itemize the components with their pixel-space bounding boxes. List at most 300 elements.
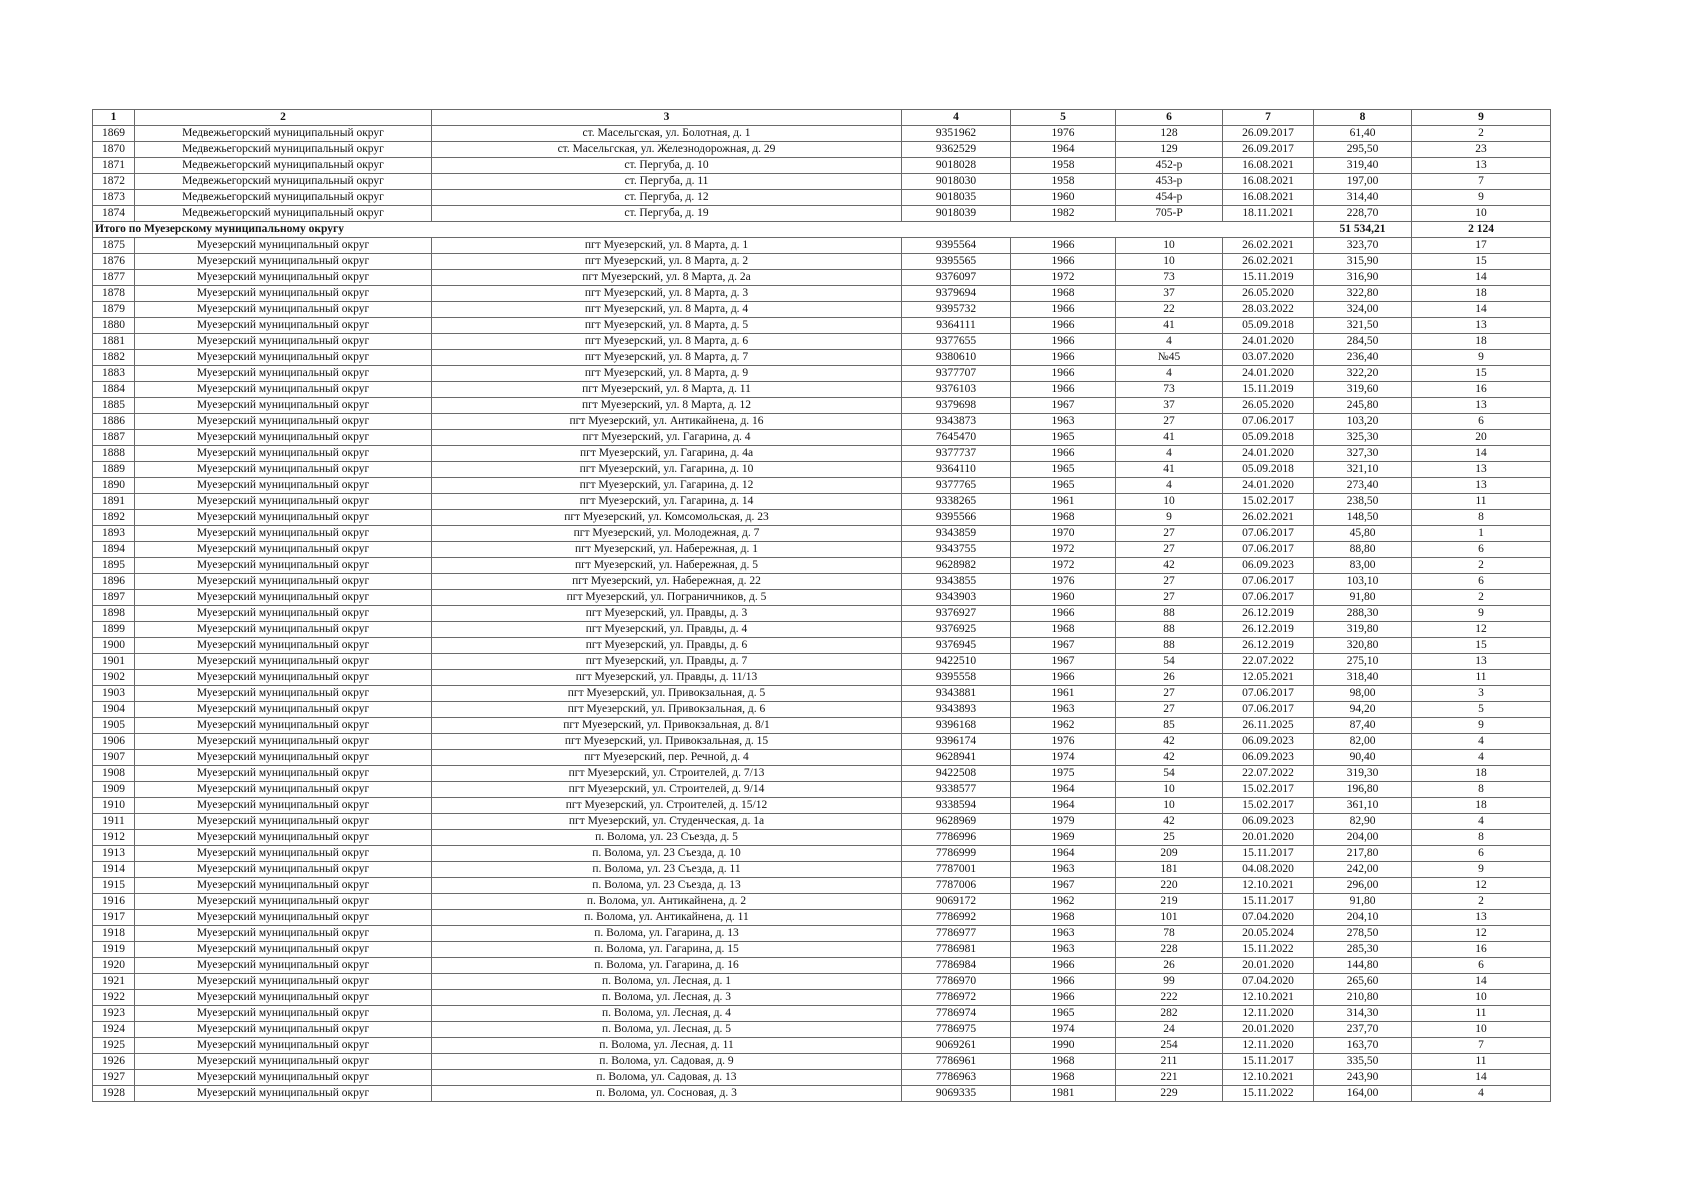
year-cell: 1966: [1011, 670, 1116, 686]
subtotal-area: 51 534,21: [1314, 222, 1412, 238]
date-cell: 07.06.2017: [1223, 590, 1314, 606]
date-cell: 15.11.2022: [1223, 942, 1314, 958]
count-cell: 14: [1412, 270, 1551, 286]
document-number-cell: 219: [1116, 894, 1223, 910]
municipality-cell: Муезерский муниципальный округ: [135, 1022, 432, 1038]
document-number-cell: 101: [1116, 910, 1223, 926]
address-cell: пгт Муезерский, ул. 8 Марта, д. 2а: [432, 270, 902, 286]
area-cell: 237,70: [1314, 1022, 1412, 1038]
municipality-cell: Муезерский муниципальный округ: [135, 1006, 432, 1022]
date-cell: 20.01.2020: [1223, 958, 1314, 974]
count-cell: 23: [1412, 142, 1551, 158]
address-cell: пгт Муезерский, ул. Привокзальная, д. 6: [432, 702, 902, 718]
table-row: [93, 126, 1551, 142]
address-cell: пгт Муезерский, ул. Гагарина, д. 14: [432, 494, 902, 510]
object-code-cell: 7786992: [902, 910, 1011, 926]
area-cell: 327,30: [1314, 446, 1412, 462]
count-cell: 14: [1412, 974, 1551, 990]
count-cell: 11: [1412, 1054, 1551, 1070]
address-cell: пгт Муезерский, ул. 8 Марта, д. 9: [432, 366, 902, 382]
row-number: 1896: [93, 574, 135, 590]
date-cell: 06.09.2023: [1223, 558, 1314, 574]
table-row: [93, 814, 1551, 830]
municipality-cell: Муезерский муниципальный округ: [135, 734, 432, 750]
address-cell: ст. Пергуба, д. 11: [432, 174, 902, 190]
municipality-cell: Муезерский муниципальный округ: [135, 590, 432, 606]
address-cell: п. Волома, ул. Сосновая, д. 3: [432, 1086, 902, 1102]
document-number-cell: 220: [1116, 878, 1223, 894]
column-header-4: 4: [902, 110, 1011, 126]
address-cell: пгт Муезерский, ул. 8 Марта, д. 5: [432, 318, 902, 334]
document-number-cell: 88: [1116, 606, 1223, 622]
table-row: [93, 734, 1551, 750]
year-cell: 1981: [1011, 1086, 1116, 1102]
table-row: [93, 270, 1551, 286]
object-code-cell: 9395566: [902, 510, 1011, 526]
year-cell: 1967: [1011, 654, 1116, 670]
table-row: [93, 1054, 1551, 1070]
address-cell: пгт Муезерский, ул. Комсомольская, д. 23: [432, 510, 902, 526]
table-row: [93, 542, 1551, 558]
row-number: 1872: [93, 174, 135, 190]
row-number: 1879: [93, 302, 135, 318]
row-number: 1921: [93, 974, 135, 990]
area-cell: 164,00: [1314, 1086, 1412, 1102]
area-cell: 314,40: [1314, 190, 1412, 206]
object-code-cell: 9379698: [902, 398, 1011, 414]
object-code-cell: 9395565: [902, 254, 1011, 270]
municipality-cell: Муезерский муниципальный округ: [135, 654, 432, 670]
date-cell: 26.12.2019: [1223, 606, 1314, 622]
document-number-cell: 454-р: [1116, 190, 1223, 206]
date-cell: 07.04.2020: [1223, 974, 1314, 990]
address-cell: ст. Пергуба, д. 19: [432, 206, 902, 222]
object-code-cell: 9376097: [902, 270, 1011, 286]
object-code-cell: 9364110: [902, 462, 1011, 478]
document-number-cell: 85: [1116, 718, 1223, 734]
count-cell: 8: [1412, 510, 1551, 526]
year-cell: 1972: [1011, 270, 1116, 286]
area-cell: 83,00: [1314, 558, 1412, 574]
document-number-cell: 10: [1116, 494, 1223, 510]
count-cell: 13: [1412, 462, 1551, 478]
date-cell: 06.09.2023: [1223, 814, 1314, 830]
row-number: 1871: [93, 158, 135, 174]
area-cell: 144,80: [1314, 958, 1412, 974]
address-cell: пгт Муезерский, ул. Правды, д. 4: [432, 622, 902, 638]
area-cell: 163,70: [1314, 1038, 1412, 1054]
count-cell: 4: [1412, 1086, 1551, 1102]
municipality-cell: Муезерский муниципальный округ: [135, 878, 432, 894]
object-code-cell: 9376945: [902, 638, 1011, 654]
table-row: [93, 926, 1551, 942]
object-code-cell: 9379694: [902, 286, 1011, 302]
area-cell: 273,40: [1314, 478, 1412, 494]
date-cell: 16.08.2021: [1223, 174, 1314, 190]
row-number: 1876: [93, 254, 135, 270]
row-number: 1920: [93, 958, 135, 974]
count-cell: 14: [1412, 1070, 1551, 1086]
count-cell: 18: [1412, 286, 1551, 302]
municipality-cell: Муезерский муниципальный округ: [135, 558, 432, 574]
document-number-cell: 88: [1116, 622, 1223, 638]
table-row: [93, 670, 1551, 686]
address-cell: пгт Муезерский, ул. 8 Марта, д. 6: [432, 334, 902, 350]
date-cell: 15.11.2022: [1223, 1086, 1314, 1102]
date-cell: 05.09.2018: [1223, 430, 1314, 446]
address-cell: п. Волома, ул. 23 Съезда, д. 11: [432, 862, 902, 878]
area-cell: 278,50: [1314, 926, 1412, 942]
municipality-cell: Муезерский муниципальный округ: [135, 606, 432, 622]
object-code-cell: 9377707: [902, 366, 1011, 382]
municipality-cell: Муезерский муниципальный округ: [135, 862, 432, 878]
column-number-header-row: [93, 110, 1551, 126]
area-cell: 323,70: [1314, 238, 1412, 254]
year-cell: 1965: [1011, 430, 1116, 446]
table-row: [93, 606, 1551, 622]
municipality-cell: Медвежьегорский муниципальный округ: [135, 126, 432, 142]
table-row: [93, 910, 1551, 926]
address-cell: пгт Муезерский, ул. 8 Марта, д. 3: [432, 286, 902, 302]
address-cell: ст. Масельгская, ул. Железнодорожная, д. 29: [432, 142, 902, 158]
row-number: 1874: [93, 206, 135, 222]
table-row: [93, 510, 1551, 526]
area-cell: 88,80: [1314, 542, 1412, 558]
document-number-cell: 54: [1116, 654, 1223, 670]
area-cell: 91,80: [1314, 894, 1412, 910]
year-cell: 1958: [1011, 174, 1116, 190]
municipality-cell: Муезерский муниципальный округ: [135, 990, 432, 1006]
year-cell: 1966: [1011, 974, 1116, 990]
count-cell: 13: [1412, 318, 1551, 334]
area-cell: 315,90: [1314, 254, 1412, 270]
row-number: 1917: [93, 910, 135, 926]
date-cell: 12.10.2021: [1223, 1070, 1314, 1086]
count-cell: 6: [1412, 542, 1551, 558]
year-cell: 1962: [1011, 718, 1116, 734]
row-number: 1923: [93, 1006, 135, 1022]
area-cell: 196,80: [1314, 782, 1412, 798]
table-row: [93, 286, 1551, 302]
year-cell: 1966: [1011, 958, 1116, 974]
address-cell: пгт Муезерский, ул. Антикайнена, д. 16: [432, 414, 902, 430]
year-cell: 1970: [1011, 526, 1116, 542]
count-cell: 4: [1412, 750, 1551, 766]
row-number: 1928: [93, 1086, 135, 1102]
date-cell: 07.06.2017: [1223, 542, 1314, 558]
count-cell: 7: [1412, 174, 1551, 190]
document-number-cell: 10: [1116, 782, 1223, 798]
year-cell: 1963: [1011, 942, 1116, 958]
document-number-cell: 10: [1116, 798, 1223, 814]
object-code-cell: 9628941: [902, 750, 1011, 766]
document-number-cell: 254: [1116, 1038, 1223, 1054]
area-cell: 217,80: [1314, 846, 1412, 862]
column-header-6: 6: [1116, 110, 1223, 126]
document-number-cell: 4: [1116, 366, 1223, 382]
address-cell: пгт Муезерский, ул. 8 Марта, д. 4: [432, 302, 902, 318]
table-row: [93, 1086, 1551, 1102]
document-number-cell: 42: [1116, 814, 1223, 830]
object-code-cell: 9376103: [902, 382, 1011, 398]
row-number: 1869: [93, 126, 135, 142]
row-number: 1895: [93, 558, 135, 574]
area-cell: 321,10: [1314, 462, 1412, 478]
municipality-cell: Муезерский муниципальный округ: [135, 798, 432, 814]
count-cell: 7: [1412, 1038, 1551, 1054]
address-cell: пгт Муезерский, ул. Гагарина, д. 4: [432, 430, 902, 446]
table-row: [93, 398, 1551, 414]
row-number: 1887: [93, 430, 135, 446]
table-row: [93, 318, 1551, 334]
count-cell: 13: [1412, 654, 1551, 670]
table-row: [93, 526, 1551, 542]
date-cell: 12.11.2020: [1223, 1006, 1314, 1022]
year-cell: 1965: [1011, 478, 1116, 494]
row-number: 1904: [93, 702, 135, 718]
address-cell: п. Волома, ул. Лесная, д. 11: [432, 1038, 902, 1054]
date-cell: 26.05.2020: [1223, 398, 1314, 414]
row-number: 1914: [93, 862, 135, 878]
year-cell: 1969: [1011, 830, 1116, 846]
address-cell: п. Волома, ул. Антикайнена, д. 2: [432, 894, 902, 910]
row-number: 1881: [93, 334, 135, 350]
row-number: 1900: [93, 638, 135, 654]
date-cell: 07.06.2017: [1223, 526, 1314, 542]
address-cell: п. Волома, ул. Садовая, д. 13: [432, 1070, 902, 1086]
municipality-cell: Муезерский муниципальный округ: [135, 1070, 432, 1086]
municipality-cell: Муезерский муниципальный округ: [135, 814, 432, 830]
date-cell: 07.06.2017: [1223, 414, 1314, 430]
row-number: 1875: [93, 238, 135, 254]
area-cell: 243,90: [1314, 1070, 1412, 1086]
table-row: [93, 190, 1551, 206]
date-cell: 26.02.2021: [1223, 254, 1314, 270]
row-number: 1889: [93, 462, 135, 478]
area-cell: 87,40: [1314, 718, 1412, 734]
address-cell: пгт Муезерский, ул. Правды, д. 7: [432, 654, 902, 670]
date-cell: 15.02.2017: [1223, 798, 1314, 814]
count-cell: 20: [1412, 430, 1551, 446]
count-cell: 9: [1412, 350, 1551, 366]
area-cell: 103,20: [1314, 414, 1412, 430]
count-cell: 15: [1412, 638, 1551, 654]
document-number-cell: 42: [1116, 558, 1223, 574]
row-number: 1915: [93, 878, 135, 894]
date-cell: 26.02.2021: [1223, 510, 1314, 526]
date-cell: 05.09.2018: [1223, 318, 1314, 334]
area-cell: 321,50: [1314, 318, 1412, 334]
municipality-cell: Медвежьегорский муниципальный округ: [135, 206, 432, 222]
row-number: 1910: [93, 798, 135, 814]
area-cell: 324,00: [1314, 302, 1412, 318]
document-number-cell: 41: [1116, 318, 1223, 334]
municipality-cell: Муезерский муниципальный округ: [135, 350, 432, 366]
area-cell: 319,30: [1314, 766, 1412, 782]
table-row: [93, 574, 1551, 590]
object-code-cell: 7787001: [902, 862, 1011, 878]
municipality-cell: Муезерский муниципальный округ: [135, 510, 432, 526]
count-cell: 11: [1412, 1006, 1551, 1022]
area-cell: 90,40: [1314, 750, 1412, 766]
municipality-cell: Муезерский муниципальный округ: [135, 238, 432, 254]
count-cell: 2: [1412, 558, 1551, 574]
address-cell: пгт Муезерский, ул. Строителей, д. 15/12: [432, 798, 902, 814]
document-number-cell: 24: [1116, 1022, 1223, 1038]
row-number: 1918: [93, 926, 135, 942]
address-cell: пгт Муезерский, ул. 8 Марта, д. 12: [432, 398, 902, 414]
row-number: 1902: [93, 670, 135, 686]
object-code-cell: 7786972: [902, 990, 1011, 1006]
address-cell: пгт Муезерский, ул. 8 Марта, д. 11: [432, 382, 902, 398]
municipality-cell: Муезерский муниципальный округ: [135, 1054, 432, 1070]
document-number-cell: 10: [1116, 254, 1223, 270]
year-cell: 1974: [1011, 1022, 1116, 1038]
address-cell: пгт Муезерский, ул. Гагарина, д. 10: [432, 462, 902, 478]
year-cell: 1963: [1011, 926, 1116, 942]
date-cell: 20.01.2020: [1223, 1022, 1314, 1038]
year-cell: 1962: [1011, 894, 1116, 910]
column-header-9: 9: [1412, 110, 1551, 126]
address-cell: пгт Муезерский, пер. Речной, д. 4: [432, 750, 902, 766]
date-cell: 20.01.2020: [1223, 830, 1314, 846]
object-code-cell: 9343903: [902, 590, 1011, 606]
address-cell: п. Волома, ул. 23 Съезда, д. 13: [432, 878, 902, 894]
date-cell: 18.11.2021: [1223, 206, 1314, 222]
row-number: 1888: [93, 446, 135, 462]
document-number-cell: 41: [1116, 462, 1223, 478]
object-code-cell: 9377765: [902, 478, 1011, 494]
document-number-cell: 229: [1116, 1086, 1223, 1102]
address-cell: ст. Масельгская, ул. Болотная, д. 1: [432, 126, 902, 142]
address-cell: пгт Муезерский, ул. Гагарина, д. 4а: [432, 446, 902, 462]
date-cell: 26.02.2021: [1223, 238, 1314, 254]
municipality-cell: Муезерский муниципальный округ: [135, 686, 432, 702]
year-cell: 1979: [1011, 814, 1116, 830]
address-cell: пгт Муезерский, ул. Строителей, д. 9/14: [432, 782, 902, 798]
address-cell: пгт Муезерский, ул. 8 Марта, д. 2: [432, 254, 902, 270]
municipality-cell: Муезерский муниципальный округ: [135, 670, 432, 686]
row-number: 1892: [93, 510, 135, 526]
document-number-cell: 452-р: [1116, 158, 1223, 174]
address-cell: пгт Муезерский, ул. Привокзальная, д. 8/1: [432, 718, 902, 734]
table-row: [93, 478, 1551, 494]
municipality-cell: Муезерский муниципальный округ: [135, 942, 432, 958]
date-cell: 05.09.2018: [1223, 462, 1314, 478]
table-row: [93, 702, 1551, 718]
table-row: [93, 158, 1551, 174]
year-cell: 1966: [1011, 990, 1116, 1006]
count-cell: 15: [1412, 254, 1551, 270]
object-code-cell: 9396168: [902, 718, 1011, 734]
table-row: [93, 382, 1551, 398]
municipality-cell: Муезерский муниципальный округ: [135, 398, 432, 414]
table-row: [93, 302, 1551, 318]
municipality-cell: Муезерский муниципальный округ: [135, 766, 432, 782]
area-cell: 275,10: [1314, 654, 1412, 670]
document-number-cell: 37: [1116, 398, 1223, 414]
count-cell: 18: [1412, 766, 1551, 782]
count-cell: 12: [1412, 926, 1551, 942]
municipality-cell: Муезерский муниципальный округ: [135, 830, 432, 846]
count-cell: 13: [1412, 478, 1551, 494]
area-cell: 197,00: [1314, 174, 1412, 190]
address-cell: п. Волома, ул. Лесная, д. 3: [432, 990, 902, 1006]
document-number-cell: 128: [1116, 126, 1223, 142]
year-cell: 1990: [1011, 1038, 1116, 1054]
object-code-cell: 7786974: [902, 1006, 1011, 1022]
table-row: [93, 718, 1551, 734]
object-code-cell: 9343881: [902, 686, 1011, 702]
column-header-7: 7: [1223, 110, 1314, 126]
date-cell: 04.08.2020: [1223, 862, 1314, 878]
table-row: [93, 894, 1551, 910]
table-row: [93, 654, 1551, 670]
area-cell: 319,80: [1314, 622, 1412, 638]
document-number-cell: 10: [1116, 238, 1223, 254]
object-code-cell: 7786981: [902, 942, 1011, 958]
date-cell: 28.03.2022: [1223, 302, 1314, 318]
document-number-cell: 54: [1116, 766, 1223, 782]
count-cell: 11: [1412, 670, 1551, 686]
document-number-cell: 27: [1116, 702, 1223, 718]
row-number: 1927: [93, 1070, 135, 1086]
address-cell: пгт Муезерский, ул. Привокзальная, д. 15: [432, 734, 902, 750]
municipality-cell: Муезерский муниципальный округ: [135, 382, 432, 398]
year-cell: 1968: [1011, 510, 1116, 526]
year-cell: 1966: [1011, 302, 1116, 318]
row-number: 1925: [93, 1038, 135, 1054]
municipality-cell: Муезерский муниципальный округ: [135, 702, 432, 718]
count-cell: 16: [1412, 382, 1551, 398]
column-header-2: 2: [135, 110, 432, 126]
date-cell: 12.10.2021: [1223, 878, 1314, 894]
row-number: 1906: [93, 734, 135, 750]
document-number-cell: 4: [1116, 446, 1223, 462]
row-number: 1883: [93, 366, 135, 382]
row-number: 1878: [93, 286, 135, 302]
object-code-cell: 9377655: [902, 334, 1011, 350]
address-cell: пгт Муезерский, ул. Набережная, д. 1: [432, 542, 902, 558]
table-row: [93, 830, 1551, 846]
object-code-cell: 7786999: [902, 846, 1011, 862]
housing-registry-table: [92, 109, 1551, 1102]
object-code-cell: 9351962: [902, 126, 1011, 142]
year-cell: 1968: [1011, 1054, 1116, 1070]
area-cell: 320,80: [1314, 638, 1412, 654]
municipality-cell: Муезерский муниципальный округ: [135, 286, 432, 302]
document-number-cell: 27: [1116, 526, 1223, 542]
count-cell: 8: [1412, 782, 1551, 798]
municipality-cell: Муезерский муниципальный округ: [135, 1038, 432, 1054]
municipality-cell: Муезерский муниципальный округ: [135, 414, 432, 430]
object-code-cell: 9628982: [902, 558, 1011, 574]
municipality-cell: Муезерский муниципальный округ: [135, 782, 432, 798]
area-cell: 103,10: [1314, 574, 1412, 590]
address-cell: п. Волома, ул. 23 Съезда, д. 5: [432, 830, 902, 846]
column-header-8: 8: [1314, 110, 1412, 126]
table-row: [93, 430, 1551, 446]
municipality-cell: Медвежьегорский муниципальный округ: [135, 158, 432, 174]
count-cell: 9: [1412, 190, 1551, 206]
count-cell: 2: [1412, 894, 1551, 910]
year-cell: 1968: [1011, 910, 1116, 926]
municipality-cell: Муезерский муниципальный округ: [135, 254, 432, 270]
object-code-cell: 9069172: [902, 894, 1011, 910]
year-cell: 1964: [1011, 142, 1116, 158]
count-cell: 6: [1412, 414, 1551, 430]
date-cell: 07.06.2017: [1223, 574, 1314, 590]
